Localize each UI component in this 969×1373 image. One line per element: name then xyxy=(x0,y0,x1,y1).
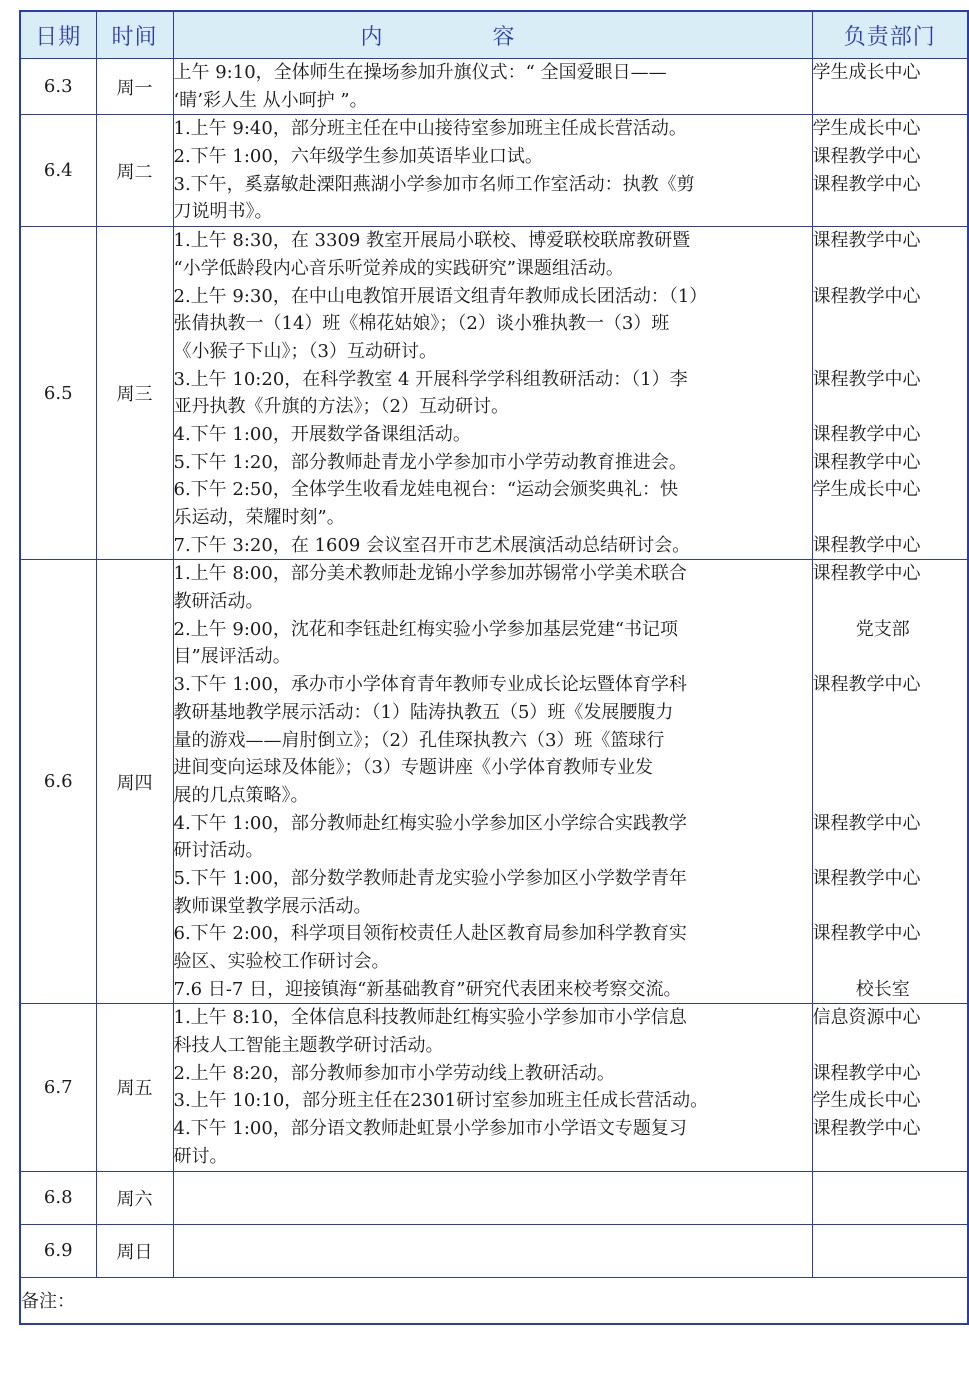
department-line: 课程教学中心 xyxy=(812,867,921,889)
content-line: 3.下午，奚嘉敏赴溧阳燕湖小学参加市名师工作室活动：执教《剪 xyxy=(173,173,695,195)
department-line: 学生成长中心 xyxy=(812,118,921,140)
content-line: 4.下午 1:00，部分语文教师赴虹景小学参加市小学语文专题复习 xyxy=(173,1118,687,1140)
department-line: 学生成长中心 xyxy=(812,479,921,501)
row-content xyxy=(173,227,812,560)
department-line: 学生成长中心 xyxy=(812,1090,921,1112)
row-content xyxy=(173,1171,812,1224)
content-line: 验区、实验校工作研讨会。 xyxy=(173,951,390,972)
empty-rows xyxy=(20,1171,968,1277)
department-line xyxy=(813,393,968,421)
content-line: 2.上午 9:30，在中山电教馆开展语文组青年教师成长团活动：（1） xyxy=(173,285,708,307)
row-weekday: 周五 xyxy=(96,1004,173,1171)
department-line: 课程教学中心 xyxy=(812,451,921,473)
content-line: 2.下午 1:00，六年级学生参加英语毕业口试。 xyxy=(173,146,543,168)
row-department xyxy=(812,1224,968,1277)
row-weekday: 周日 xyxy=(96,1224,173,1277)
content-line: 5.下午 1:20，部分教师赴青龙小学参加市小学劳动教育推进会。 xyxy=(173,451,687,473)
department-line xyxy=(813,893,968,921)
department-line xyxy=(813,1143,968,1171)
content-line: 教研活动。 xyxy=(173,591,264,613)
content-line: 4.下午 1:00，开展数学备课组活动。 xyxy=(173,423,471,445)
department-line: 党支部 xyxy=(855,618,910,640)
row-date: 6.3 xyxy=(20,59,96,115)
content-line: 《小猴子下山》；（3）互动研讨。 xyxy=(173,340,437,362)
content-line: 2.上午 9:00，沈花和李钰赴红梅实验小学参加基层党建“书记项 xyxy=(173,618,679,640)
row-department xyxy=(812,59,968,115)
remarks-row xyxy=(20,1277,968,1324)
header-row xyxy=(20,11,968,59)
department-line: 课程教学中心 xyxy=(812,230,921,252)
row-date: 6.8 xyxy=(20,1171,96,1224)
content-line: 6.下午 2:50，全体学生收看龙娃电视台：“运动会颁奖典礼：快 xyxy=(173,479,679,501)
row-date: 6.9 xyxy=(20,1224,96,1277)
department-line xyxy=(813,255,968,283)
row-date: 6.6 xyxy=(20,560,96,1004)
department-line xyxy=(813,504,968,532)
department-line: 学生成长中心 xyxy=(812,62,921,83)
row-department xyxy=(812,227,968,560)
row-content xyxy=(173,59,812,115)
content-line: 亚丹执教《升旗的方法》；（2）互动研讨。 xyxy=(173,396,509,418)
row-department xyxy=(812,115,968,227)
content-line: 1.上午 9:40，部分班主任在中山接待室参加班主任成长营活动。 xyxy=(173,118,687,140)
content-line: 展的几点策略》。 xyxy=(173,784,309,806)
row-content xyxy=(173,560,812,1004)
department-line xyxy=(813,198,968,226)
row-department xyxy=(812,560,968,1004)
department-line: 课程教学中心 xyxy=(812,368,921,390)
row-weekday: 周二 xyxy=(96,115,173,227)
content-line: 量的游戏——肩肘倒立》；（2）孔佳琛执教六（3）班《篮球行 xyxy=(173,729,665,751)
department-line xyxy=(813,1032,968,1060)
content-line: 3.上午 10:10，部分班主任在2301研讨室参加班主任成长营活动。 xyxy=(173,1090,709,1112)
content-line: 1.上午 8:10，全体信息科技教师赴红梅实验小学参加市小学信息 xyxy=(173,1007,687,1029)
schedule-table xyxy=(19,10,969,1325)
department-line xyxy=(813,699,968,727)
row-date: 6.5 xyxy=(20,227,96,560)
content-line: 6.下午 2:00，科学项目领衔校责任人赴区教育局参加科学教育实 xyxy=(173,923,687,945)
content-line: “小学低龄段内心音乐听觉养成的实践研究”课题组活动。 xyxy=(173,257,624,279)
department-line: 课程教学中心 xyxy=(812,674,921,696)
row-weekday: 周一 xyxy=(96,59,173,115)
header-dept: 负责部门 xyxy=(812,11,968,59)
department-line xyxy=(813,837,968,865)
department-line: 课程教学中心 xyxy=(812,812,921,834)
department-line: 课程教学中心 xyxy=(812,563,921,585)
content-line: 1.上午 8:00，部分美术教师赴龙锦小学参加苏锡常小学美术联合 xyxy=(173,563,687,585)
content-line: 科技人工智能主题教学研讨活动。 xyxy=(173,1035,444,1057)
content-line: 4.下午 1:00，部分教师赴红梅实验小学参加区小学综合实践教学 xyxy=(173,812,687,834)
department-line xyxy=(813,727,968,755)
department-line xyxy=(813,643,968,671)
row-weekday: 周三 xyxy=(96,227,173,560)
row-weekday: 周四 xyxy=(96,560,173,1004)
row-content xyxy=(173,1224,812,1277)
department-line: 课程教学中心 xyxy=(812,923,921,945)
content-line: 乐运动，荣耀时刻”。 xyxy=(173,507,345,528)
content-line: 刀说明书》。 xyxy=(173,201,273,223)
department-line: 校长室 xyxy=(855,978,910,1000)
header-day: 时间 xyxy=(96,11,173,59)
department-line xyxy=(813,338,968,366)
content-line: 7.6 日-7 日，迎接镇海“新基础教育”研究代表团来校考察交流。 xyxy=(173,978,682,1000)
remarks-label: 备注： xyxy=(20,1277,968,1324)
department-line xyxy=(813,310,968,338)
header-date: 日期 xyxy=(20,11,96,59)
department-line: 课程教学中心 xyxy=(812,1118,921,1140)
content-line: 3.下午 1:00，承办市小学体育青年教师专业成长论坛暨体育学科 xyxy=(173,674,687,696)
content-line: 研讨。 xyxy=(173,1145,228,1167)
schedule-row xyxy=(20,227,968,560)
content-line: 5.下午 1:00，部分数学教师赴青龙实验小学参加区小学数学青年 xyxy=(173,867,687,889)
weekly-schedule xyxy=(19,10,967,1325)
department-line: 信息资源中心 xyxy=(812,1007,921,1029)
content-line: 进间变向运球及体能》；（3）专题讲座《小学体育教师专业发 xyxy=(173,757,653,779)
schedule-row xyxy=(20,115,968,227)
department-line xyxy=(813,948,968,976)
department-line xyxy=(813,754,968,782)
department-line: 课程教学中心 xyxy=(812,146,921,168)
schedule-row-empty xyxy=(20,1171,968,1224)
department-line xyxy=(813,87,968,115)
row-content xyxy=(173,1004,812,1171)
content-line: 目”展评活动。 xyxy=(173,646,291,668)
header-content: 内容 xyxy=(173,11,812,59)
department-line xyxy=(813,782,968,810)
content-line: 教研基地教学展示活动：（1）陆涛执教五（5）班《发展腰腹力 xyxy=(173,701,674,723)
department-line: 课程教学中心 xyxy=(812,173,921,195)
department-line xyxy=(813,588,968,616)
row-weekday: 周六 xyxy=(96,1171,173,1224)
schedule-row xyxy=(20,560,968,1004)
content-line: ‘睛’彩人生 从小呵护 ”。 xyxy=(173,89,368,111)
schedule-row xyxy=(20,1004,968,1171)
department-line: 课程教学中心 xyxy=(812,423,921,445)
department-line: 课程教学中心 xyxy=(812,1062,921,1084)
row-content xyxy=(173,115,812,227)
content-line: 张倩执教一（14）班《棉花姑娘》；（2）谈小雅执教一（3）班 xyxy=(173,313,670,335)
content-line: 3.上午 10:20，在科学教室 4 开展科学学科组教研活动：（1）李 xyxy=(173,368,688,390)
schedule-row xyxy=(20,59,968,115)
schedule-body xyxy=(20,59,968,1172)
content-line: 1.上午 8:30，在 3309 教室开展局小联校、博爱联校联席教研暨 xyxy=(173,230,691,252)
department-line: 课程教学中心 xyxy=(812,534,921,556)
schedule-row-empty xyxy=(20,1224,968,1277)
row-date: 6.7 xyxy=(20,1004,96,1171)
row-date: 6.4 xyxy=(20,115,96,227)
content-line: 2.上午 8:20，部分教师参加市小学劳动线上教研活动。 xyxy=(173,1062,615,1084)
row-department xyxy=(812,1004,968,1171)
content-line: 教师课堂教学展示活动。 xyxy=(173,895,372,917)
content-line: 研讨活动。 xyxy=(173,840,264,862)
row-department xyxy=(812,1171,968,1224)
department-line: 课程教学中心 xyxy=(812,285,921,307)
content-line: 上午 9:10，全体师生在操场参加升旗仪式：“ 全国爱眼日—— xyxy=(173,62,667,83)
content-line: 7.下午 3:20，在 1609 会议室召开市艺术展演活动总结研讨会。 xyxy=(173,534,691,556)
